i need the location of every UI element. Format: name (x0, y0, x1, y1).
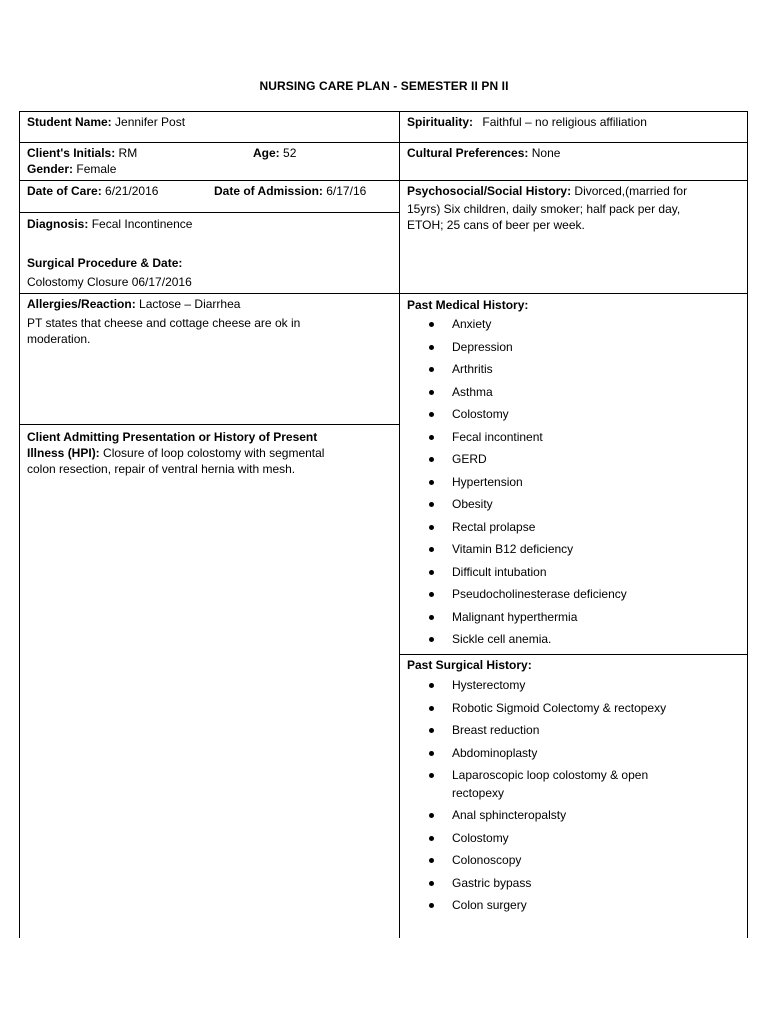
cultural-preferences-value: None (531, 146, 561, 160)
list-item: Depression (452, 339, 752, 357)
gender-field (27, 161, 116, 177)
hpi-value-line-2: colon resection, repair of ventral hernia with mesh. (27, 462, 296, 476)
list-item-line-1: Laparoscopic loop colostomy & open (452, 768, 649, 782)
student-name-label: Student Name: (27, 115, 112, 129)
diagnosis-value: Fecal Incontinence (91, 217, 193, 231)
allergies-value: Lactose – Diarrhea (139, 297, 241, 311)
list-item: Colostomy (452, 406, 752, 424)
gender-value: Female (76, 162, 117, 176)
allergies-field (27, 296, 240, 312)
list-item: Malignant hyperthermia (452, 609, 752, 627)
date-of-care-label: Date of Care: (27, 184, 102, 198)
past-surgical-history-list (452, 677, 752, 920)
row-divider-left-5 (19, 424, 400, 425)
past-medical-history-label: Past Medical History: (407, 298, 529, 312)
list-item (452, 767, 752, 802)
list-item: Fecal incontinent (452, 429, 752, 447)
gender-label: Gender: (27, 162, 74, 176)
list-item: Pseudocholinesterase deficiency (452, 586, 752, 604)
row-divider-4 (19, 293, 748, 294)
spirituality-value: Faithful – no religious affiliation (482, 115, 647, 129)
table-border-left (19, 111, 20, 938)
list-item: Arthritis (452, 361, 752, 379)
age-value: 52 (283, 146, 297, 160)
spirituality-label: Spirituality: (407, 115, 474, 129)
list-item: Sickle cell anemia. (452, 631, 752, 649)
past-medical-history-list (452, 316, 752, 654)
list-item: Asthma (452, 384, 752, 402)
psychosocial-field (407, 183, 687, 199)
date-of-care-value: 6/21/2016 (105, 184, 159, 198)
table-border-top (19, 111, 748, 112)
list-item: Anal sphincteropalsty (452, 807, 752, 825)
list-item: Robotic Sigmoid Colectomy & rectopexy (452, 700, 752, 718)
list-item: Breast reduction (452, 722, 752, 740)
hpi-line-2 (27, 445, 324, 461)
row-divider-2 (19, 180, 748, 181)
student-name-field (27, 114, 185, 130)
student-name-value: Jennifer Post (115, 115, 186, 129)
list-item: Colostomy (452, 830, 752, 848)
past-surgical-history-label: Past Surgical History: (407, 658, 532, 672)
list-item: Abdominoplasty (452, 745, 752, 763)
psychosocial-value-line-1: Divorced,(married for (574, 184, 688, 198)
list-item: Colonoscopy (452, 852, 752, 870)
date-of-admission-value: 6/17/16 (326, 184, 367, 198)
list-item-line-2: rectopexy (452, 785, 505, 800)
allergies-note-line-1: PT states that cheese and cottage cheese are ok in (27, 316, 301, 330)
cultural-preferences-label: Cultural Preferences: (407, 146, 529, 160)
list-item: Vitamin B12 deficiency (452, 541, 752, 559)
surgical-procedure-value: Colostomy Closure 06/17/2016 (27, 275, 192, 289)
psychosocial-value-line-2: 15yrs) Six children, daily smoker; half pack per day, (407, 202, 681, 216)
client-initials-value: RM (118, 146, 138, 160)
surgical-procedure-label: Surgical Procedure & Date: (27, 256, 183, 270)
diagnosis-field (27, 216, 192, 232)
diagnosis-label: Diagnosis: (27, 217, 89, 231)
table-divider-middle (399, 111, 400, 938)
list-item: Rectal prolapse (452, 519, 752, 537)
row-divider-right-6 (399, 654, 748, 655)
client-initials-label: Client's Initials: (27, 146, 116, 160)
row-divider-1 (19, 142, 748, 143)
allergies-label: Allergies/Reaction: (27, 297, 136, 311)
hpi-label-line-2: Illness (HPI): (27, 446, 100, 460)
date-of-admission-label: Date of Admission: (214, 184, 323, 198)
date-of-admission-field (214, 183, 366, 199)
date-of-care-field (27, 183, 158, 199)
spirituality-field (407, 114, 647, 130)
list-item: Gastric bypass (452, 875, 752, 893)
psychosocial-label: Psychosocial/Social History: (407, 184, 572, 198)
psychosocial-value-line-3: ETOH; 25 cans of beer per week. (407, 218, 585, 232)
hpi-label-line-1: Client Admitting Presentation or History of Present (27, 430, 318, 444)
row-divider-left-3 (19, 212, 400, 213)
list-item: GERD (452, 451, 752, 469)
allergies-note-line-2: moderation. (27, 332, 91, 346)
cultural-preferences-field (407, 145, 560, 161)
age-label: Age: (253, 146, 280, 160)
page-title: NURSING CARE PLAN - SEMESTER II PN II (259, 79, 509, 93)
list-item: Colon surgery (452, 897, 752, 915)
list-item: Difficult intubation (452, 564, 752, 582)
hpi-value-line-1: Closure of loop colostomy with segmental (103, 446, 325, 460)
list-item: Hysterectomy (452, 677, 752, 695)
age-field (253, 145, 296, 161)
client-initials-field (27, 145, 137, 161)
list-item: Hypertension (452, 474, 752, 492)
list-item: Anxiety (452, 316, 752, 334)
list-item: Obesity (452, 496, 752, 514)
